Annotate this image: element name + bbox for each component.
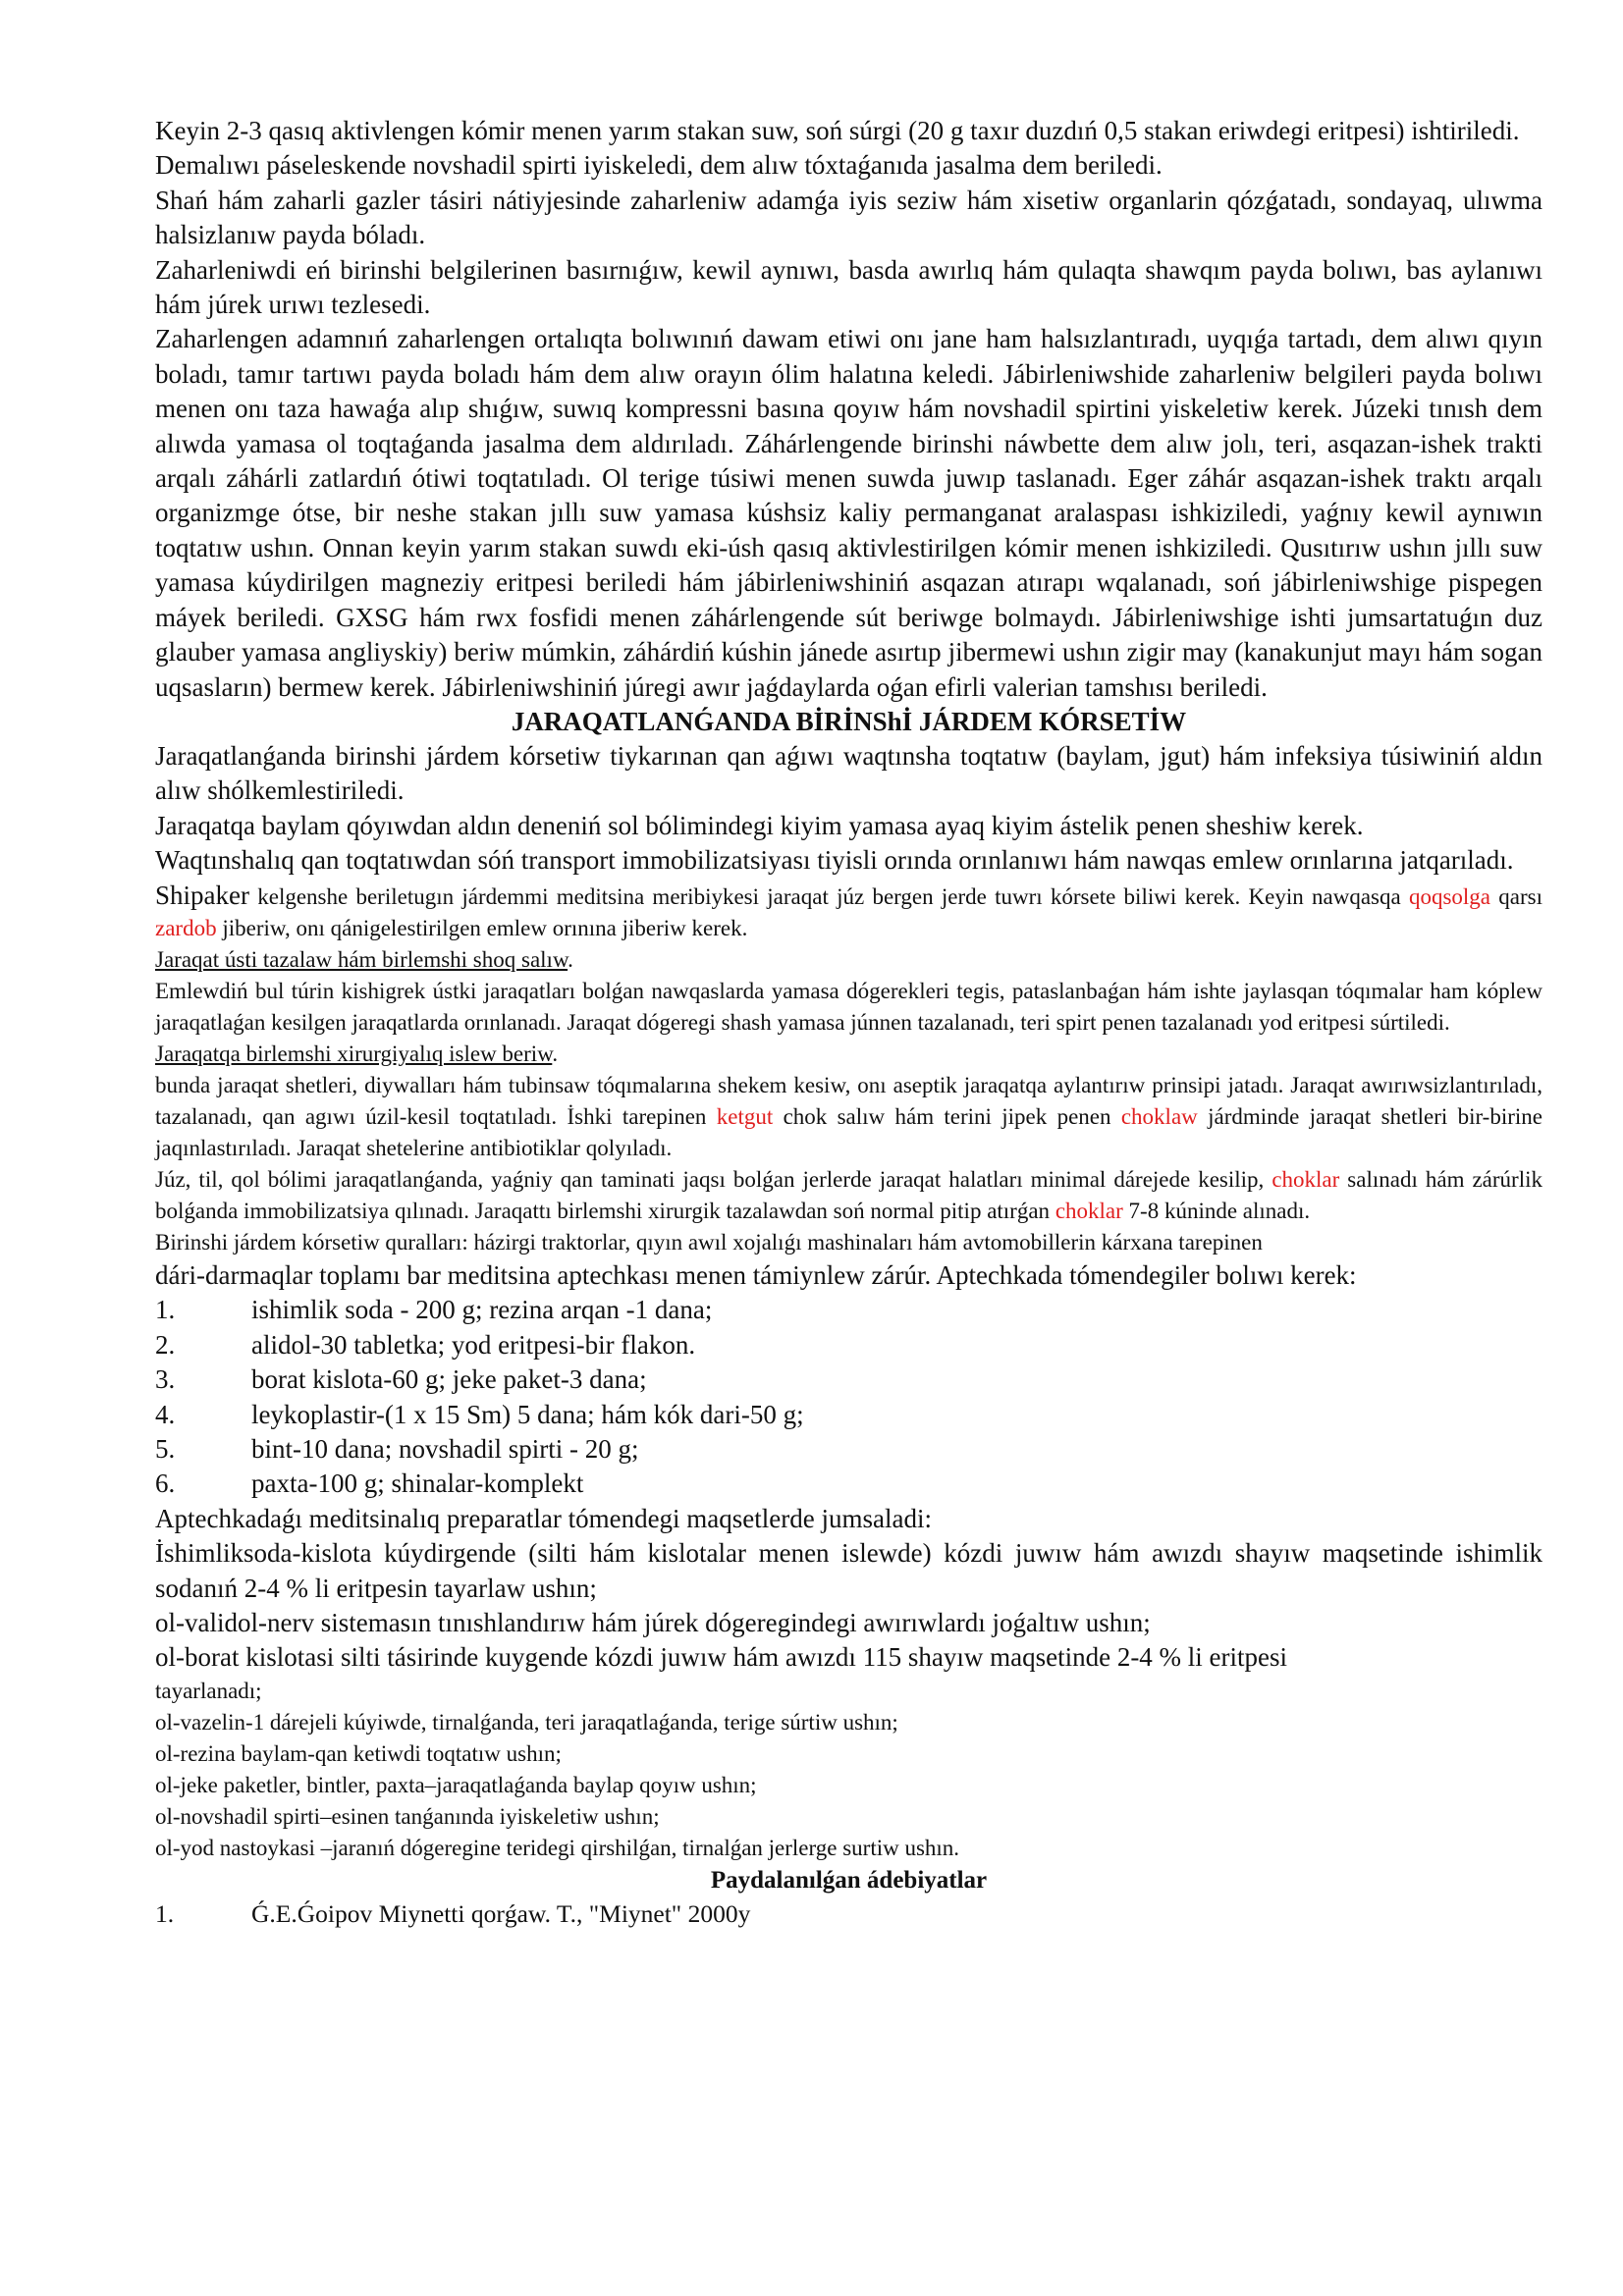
section-heading: JARAQATLANǴANDA BİRİNShİ JÁRDEM KÓRSETİW — [511, 706, 1187, 736]
paragraph: dári-darmaqlar toplamı bar meditsina aptechkası menen támiynlew zárúr. Aptechkada tómendegiler bolıwı kerek: — [155, 1259, 1357, 1290]
paragraph: Shań hám zaharli gazler tásiri nátiyjesinde zaharleniw adamǵa iyis seziw hám xisetiw organlarin qózǵatadı, sondayaq, ulıwma halsizlanıw payda bóladı. — [155, 185, 1542, 250]
list-number: 2. — [155, 1329, 176, 1360]
list-text: bint-10 dana; novshadil spirti - 20 g; — [251, 1433, 639, 1464]
references-heading: Paydalanılǵan ádebiyatlar — [710, 1866, 988, 1894]
paragraph: Zaharleniwdi eń birinshi belgilerinen basırnıǵıw, kewil aynıwı, basda awırlıq hám qulaqta shawqım payda bolıwı, bas aylanıwı hám júrek urıwı tezlesedi. — [155, 254, 1542, 320]
paragraph: Jaraqatqa baylam qóyıwdan aldın deneniń sol bólimindegi kiyim yamasa ayaq kiyim ástelik penen sheshiw kerek. — [155, 810, 1364, 840]
paragraph: Keyin 2-3 qasıq aktivlengen kómir menen yarım stakan suw, soń súrgi (20 g taxır duzdıń 0,5 stakan eriwdegi eritpesi) ishtiriledi. — [155, 116, 1520, 145]
list-number: 1. — [155, 1898, 175, 1928]
text-run: járdminde jaraqat shetleri bir-birine jaqınlastırıladı. Jaraqat shetelerine antibiotiklar qolyıladı. — [155, 1103, 1542, 1160]
list-text: ishimlik soda - 200 g; rezina arqan -1 dana; — [251, 1295, 713, 1325]
list-item — [155, 1362, 1542, 1397]
text-run: Júz, til, qol bólimi jaraqatlanǵanda, yaǵniy qan taminati jaqsı bolǵan jerlerde jaraqat halatları minimal dárejede kesilip, — [155, 1166, 1272, 1192]
highlighted-term: choklaw — [1120, 1103, 1198, 1129]
paragraph — [155, 879, 1542, 944]
text-run: salınadı hám zárúrlik bolǵanda immobilizatsiya qılınadı. Jaraqattı birlemshi xirurgik tazalawdan soń normal pitip atırǵan — [155, 1166, 1542, 1223]
subheading-dot: . — [552, 1041, 559, 1066]
paragraph — [155, 1070, 1542, 1164]
list-item — [155, 1293, 1542, 1327]
paragraph: Zaharlengen adamnıń zaharlengen ortalıqta bolıwınıń dawam etiwi onı jane ham halsızlantıradı, uyqıǵa tartadı, dem alıwı qıyın boladı, tamır tartıwı payda boladı hám dem alıw orayın ólim halatına keledi. Jábirleniwshide zaharleniw belgileri payda bolıwı menen onı taza hawaǵa alıp shıǵıw, suwıq kompressni basına qoyıw hám novshadil spirtini yiskeletiw kerek. Júzeki tınısh dem alıwda yamasa ol toqtaǵanda jasalma dem aldırıladı. Záhárlengende birinshi náwbette dem alıw jolı, teri, asqazan-ishek trakti arqalı záhárli zatlardıń ótiwi toqtatıladı. Ol terige túsiwi menen suwda juwıp taslanadı. Eger záhár asqazan-ishek traktı arqalı organizmge ótse, bir neshe stakan jıllı suw yamasa kúshsiz kaliy permanganat aralaspası ishkiziledi, yaǵnıy kewil aynıwın toqtatıw ushın. Onnan keyin yarım stakan suwdı eki-úsh qasıq aktivlestirilgen kómir menen ishkiziledi. Qusıtırıw ushın jıllı suw yamasa kúydirilgen magneziy eritpesi beriledi hám jábirleniwshiniń asqazan atırapı wqalanadı, soń jábirleniwshige pispegen máyek beriledi. GXSG hám rwx fosfidi menen záhárlengende sút beriwge bolmaydı. Jábirleniwshige ishti jumsartatuǵın duz glauber yamasa angliyskiy) beriw múmkin, záhárdiń kúshin jánede asırtıp jibermewi ushın zigir may (kanakunjut mayı hám sogan uqsasların) bermew kerek. Jábirleniwshiniń júregi awır jaǵdaylarda oǵan efirli valerian tamshısı beriledi. — [155, 324, 1542, 702]
paragraph: tayarlanadı; — [155, 1678, 262, 1703]
text-run: 7-8 kúninde alınadı. — [1122, 1198, 1311, 1223]
list-item — [155, 1432, 1542, 1467]
paragraph: Aptechkadaǵı meditsinalıq preparatlar tómendegi maqsetlerde jumsaladi: — [155, 1503, 932, 1533]
paragraph: Birinshi járdem kórsetiw quralları: házirgi traktorlar, qıyın awıl xojalıǵı mashinaları hám avtomobillerin kárxana tarepinen — [155, 1229, 1263, 1255]
first-aid-kit-list — [155, 1293, 1542, 1501]
list-number: 4. — [155, 1399, 176, 1429]
reference-item — [155, 1896, 1542, 1931]
highlighted-term: ketgut — [716, 1103, 774, 1129]
list-text: alidol-30 tabletka; yod eritpesi-bir flakon. — [251, 1329, 696, 1360]
list-item — [155, 1328, 1542, 1362]
text-run: qarsı — [1490, 883, 1542, 909]
text-run: jiberiw, onı qánigelestirilgen emlew orınına jiberiw kerek. — [216, 915, 748, 940]
subheading-dot: . — [568, 946, 573, 972]
highlighted-term: choklar — [1055, 1198, 1123, 1223]
subheading-text: Jaraqat ústi tazalaw hám birlemshi shoq salıw — [155, 946, 568, 972]
list-text: leykoplastir-(1 x 15 Sm) 5 dana; hám kók dari-50 g; — [251, 1399, 804, 1429]
highlighted-term: zardob — [155, 915, 217, 940]
list-item — [155, 1467, 1542, 1501]
paragraph: Jaraqatlanǵanda birinshi járdem kórsetiw tiykarınan qan aǵıwı waqtınsha toqtatıw (baylam, jgut) hám infeksiya túsiwiniń aldın alıw shólkemlestiriledi. — [155, 740, 1542, 806]
subheading-text: Jaraqatqa birlemshi xirurgiyalıq islew beriw — [155, 1041, 553, 1066]
list-number: 1. — [155, 1295, 176, 1325]
document-page — [155, 114, 1542, 1931]
paragraph-lead: Shipaker — [155, 880, 249, 910]
paragraph: İshimliksoda-kislota kúydirgende (silti hám kislotalar menen islewde) kózdi juwıw hám awızdı shayıw maqsetinde ishimlik sodanıń 2-4 % li eritpesin tayarlaw ushın; — [155, 1538, 1542, 1603]
paragraph: Demalıwı páseleskende novshadil spirti iyiskeledi, dem alıw tóxtaǵanıda jasalma dem beriledi. — [155, 150, 1163, 181]
text-run: chok salıw hám terini jipek penen — [773, 1103, 1121, 1129]
paragraph: ol-borat kislotasi silti tásirinde kuygende kózdi juwıw hám awızdı 115 shayıw maqsetinde 2-4 % li eritpesi — [155, 1642, 1288, 1673]
paragraph: ol-vazelin-1 dárejeli kúyiwde, tirnalǵanda, teri jaraqatlaǵanda, terige súrtiw ushın; — [155, 1709, 898, 1735]
list-text: paxta-100 g; shinalar-komplekt — [251, 1468, 584, 1499]
paragraph: ol-yod nastoykasi –jaranıń dógeregine teridegi qirshilǵan, tirnalǵan jerlerge surtiw ushın. — [155, 1835, 960, 1860]
reference-text: Ǵ.E.Ǵoipov Miynetti qorǵaw. T., "Miynet" 2000y — [251, 1898, 751, 1928]
paragraph: ol-novshadil spirti–esinen tanǵanında iyiskeletiw ushın; — [155, 1803, 660, 1829]
highlighted-term: qoqsolga — [1408, 883, 1491, 909]
list-number: 5. — [155, 1433, 176, 1464]
list-number: 3. — [155, 1364, 176, 1395]
paragraph: Waqtınshalıq qan toqtatıwdan sóń transport immobilizatsiyası tiyisli orında orınlanıwı hám nawqas emlew orınlarına jatqarıladı. — [155, 845, 1514, 876]
paragraph: ol-validol-nerv sistemasın tınıshlandırıw hám júrek dógeregindegi awırıwlardı joǵaltıw ushın; — [155, 1608, 1151, 1637]
text-run: bunda jaraqat shetleri, diywalları hám tubinsaw tóqımalarına shekem kesiw, onı aseptik jaraqatqa aylantırıw prinsipi jatadı. Jaraqat awırıwsizlantırıladı, tazalanadı, qan agıwı úzil-kesil toqtatıladı. İshki tarepinen — [155, 1072, 1542, 1129]
list-text: borat kislota-60 g; jeke paket-3 dana; — [251, 1364, 647, 1395]
list-item — [155, 1398, 1542, 1432]
list-number: 6. — [155, 1468, 176, 1499]
highlighted-term: choklar — [1271, 1166, 1340, 1192]
paragraph: ol-jeke paketler, bintler, paxta–jaraqatlaǵanda baylap qoyıw ushın; — [155, 1772, 757, 1797]
subheading — [155, 944, 1542, 976]
subheading — [155, 1039, 1542, 1070]
text-run: kelgenshe beriletugın járdemmi meditsina meribiykesi jaraqat júz bergen jerde tuwrı kórsete biliwi kerek. Keyin nawqasqa — [248, 883, 1409, 909]
paragraph — [155, 1164, 1542, 1227]
paragraph: Emlewdiń bul túrin kishigrek ústki jaraqatları bolǵan nawqaslarda yamasa dógerekleri tegis, pataslanbaǵan hám ishte jaylasqan tóqımalar ham kóplew jaraqatlaǵan kesilgen jaraqatlarda orınlanadı. Jaraqat dógeregi shash yamasa júnnen tazalanadı, teri spirt penen tazalanadı yod eritpesi súrtiledi. — [155, 978, 1542, 1035]
paragraph: ol-rezina baylam-qan ketiwdi toqtatıw ushın; — [155, 1740, 562, 1766]
